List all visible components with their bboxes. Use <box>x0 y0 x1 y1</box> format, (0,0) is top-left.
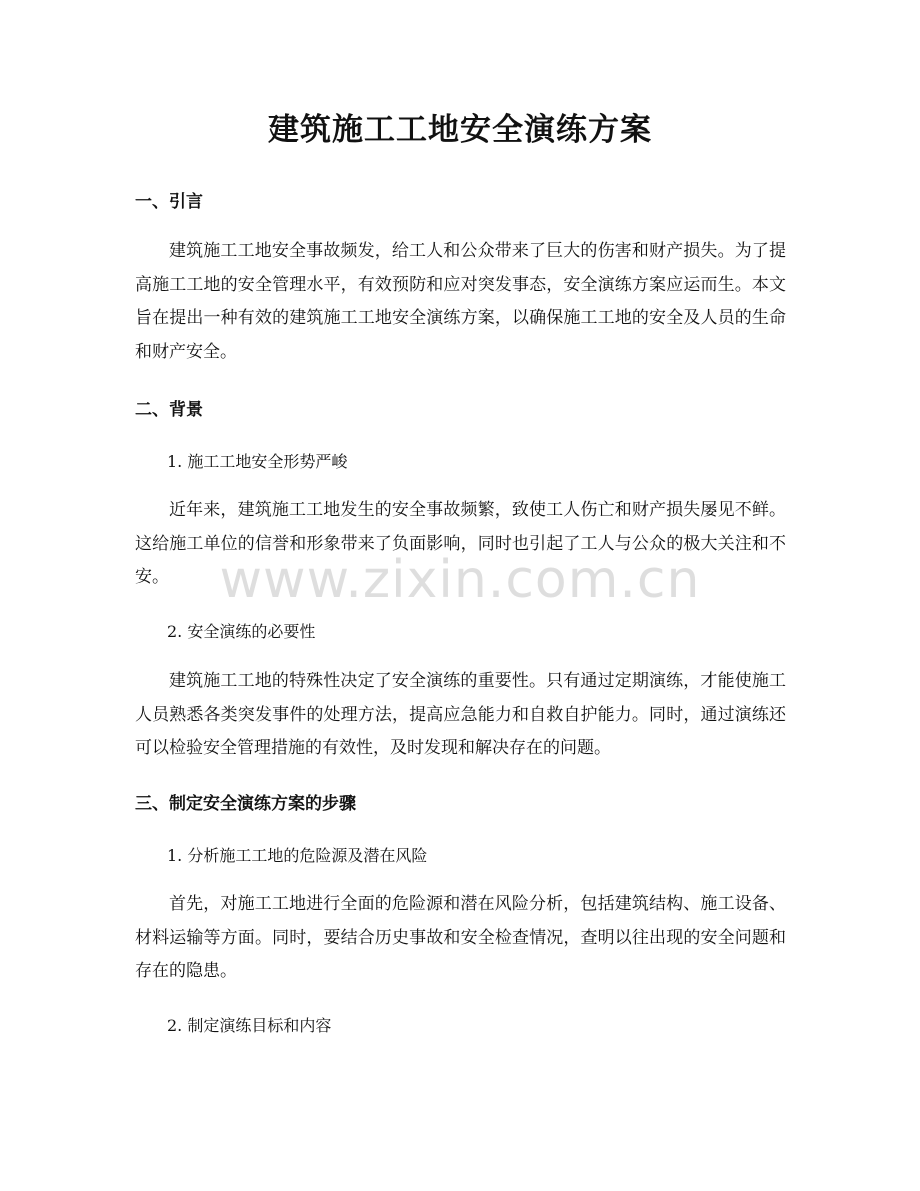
subheading-safety-situation: 1. 施工工地安全形势严峻 <box>167 452 348 471</box>
paragraph-drill-necessity: 建筑施工工地的特殊性决定了安全演练的重要性。只有通过定期演练，才能使施工人员熟悉各类突发事件的处理方法，提高应急能力和自救自护能力。同时，通过演练还可以检验安全管理措施的有效性，及时发现和解决存在的问题。 <box>135 671 786 758</box>
subheading-drill-goals: 2. 制定演练目标和内容 <box>167 1016 332 1035</box>
subheading-drill-necessity: 2. 安全演练的必要性 <box>167 622 316 641</box>
watermark: www.zixin.com.cn <box>219 550 701 610</box>
document-title: 建筑施工工地安全演练方案 <box>268 112 652 148</box>
paragraph-hazard-analysis: 首先，对施工工地进行全面的危险源和潜在风险分析，包括建筑结构、施工设备、材料运输等方面。同时，要结合历史事故和安全检查情况，查明以往出现的安全问题和存在的隐患。 <box>135 894 786 981</box>
section-heading-intro: 一、引言 <box>135 192 203 212</box>
section-heading-background: 二、背景 <box>135 400 203 420</box>
subheading-hazard-analysis: 1. 分析施工工地的危险源及潜在风险 <box>167 846 428 865</box>
paragraph-safety-situation: 近年来，建筑施工工地发生的安全事故频繁，致使工人伤亡和财产损失屡见不鲜。这给施工单位的信誉和形象带来了负面影响，同时也引起了工人与公众的极大关注和不安。 <box>135 500 786 587</box>
paragraph-intro: 建筑施工工地安全事故频发，给工人和公众带来了巨大的伤害和财产损失。为了提高施工工地的安全管理水平，有效预防和应对突发事态，安全演练方案应运而生。本文旨在提出一种有效的建筑施工工地安全演练方案，以确保施工工地的安全及人员的生命和财产安全。 <box>135 241 786 362</box>
section-heading-steps: 三、制定安全演练方案的步骤 <box>135 794 356 814</box>
